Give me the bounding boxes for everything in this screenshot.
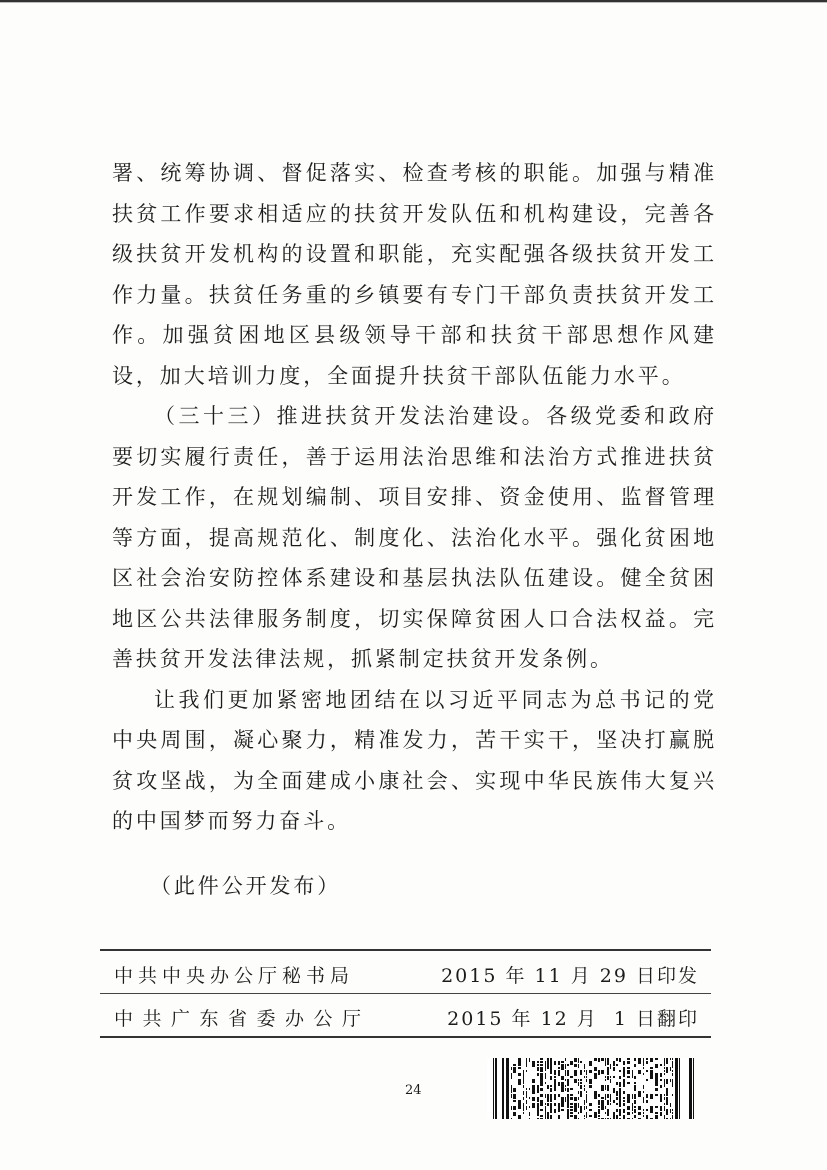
document-body <box>112 153 717 842</box>
issuing-office: 中共中央办公厅秘书局 <box>114 965 355 987</box>
reprint-date: 2015 年 12 月 1 日翻印 <box>447 1008 699 1030</box>
top-border-shadow <box>0 2 827 3</box>
imprint-block <box>100 949 711 1038</box>
release-note: （此件公开发布） <box>150 874 342 898</box>
reprinting-office: 中共广东省委办公厅 <box>114 1008 371 1030</box>
imprint-row-provincial <box>100 994 711 1036</box>
paragraph-closing-call: 让我们更加紧密地团结在以习近平同志为总书记的党中央周围，凝心聚力，精准发力，苦干实干，坚决打赢脱贫攻坚战，为全面建成小康社会、实现中华民族伟大复兴的中国梦而努力奋斗。 <box>112 687 717 833</box>
page-number: 24 <box>405 1083 422 1098</box>
barcode-image <box>487 1058 694 1119</box>
imprint-bottom-rule <box>100 1036 711 1038</box>
imprint-row-central <box>100 951 711 993</box>
paragraph-rule-of-law: （三十三）推进扶贫开发法治建设。各级党委和政府要切实履行责任，善于运用法治思维和法治方式推进扶贫开发工作，在规划编制、项目安排、资金使用、监督管理等方面，提高规范化、制度化、法治化水平。强化贫困地区社会治安防控体系建设和基层执法队伍建设。健全贫困地区公共法律服务制度，切实保障贫困人口合法权益。完善扶贫开发法律法规，抓紧制定扶贫开发条例。 <box>112 404 717 671</box>
issue-date: 2015 年 11 月 29 日印发 <box>441 965 699 987</box>
paragraph-continued: 署、统筹协调、督促落实、检查考核的职能。加强与精准扶贫工作要求相适应的扶贫开发队伍和机构建设，完善各级扶贫开发机构的设置和职能，充实配强各级扶贫开发工作力量。扶贫任务重的乡镇要有专门干部负责扶贫开发工作。加强贫困地区县级领导干部和扶贫干部思想作风建设，加大培训力度，全面提升扶贫干部队伍能力水平。 <box>112 161 717 388</box>
